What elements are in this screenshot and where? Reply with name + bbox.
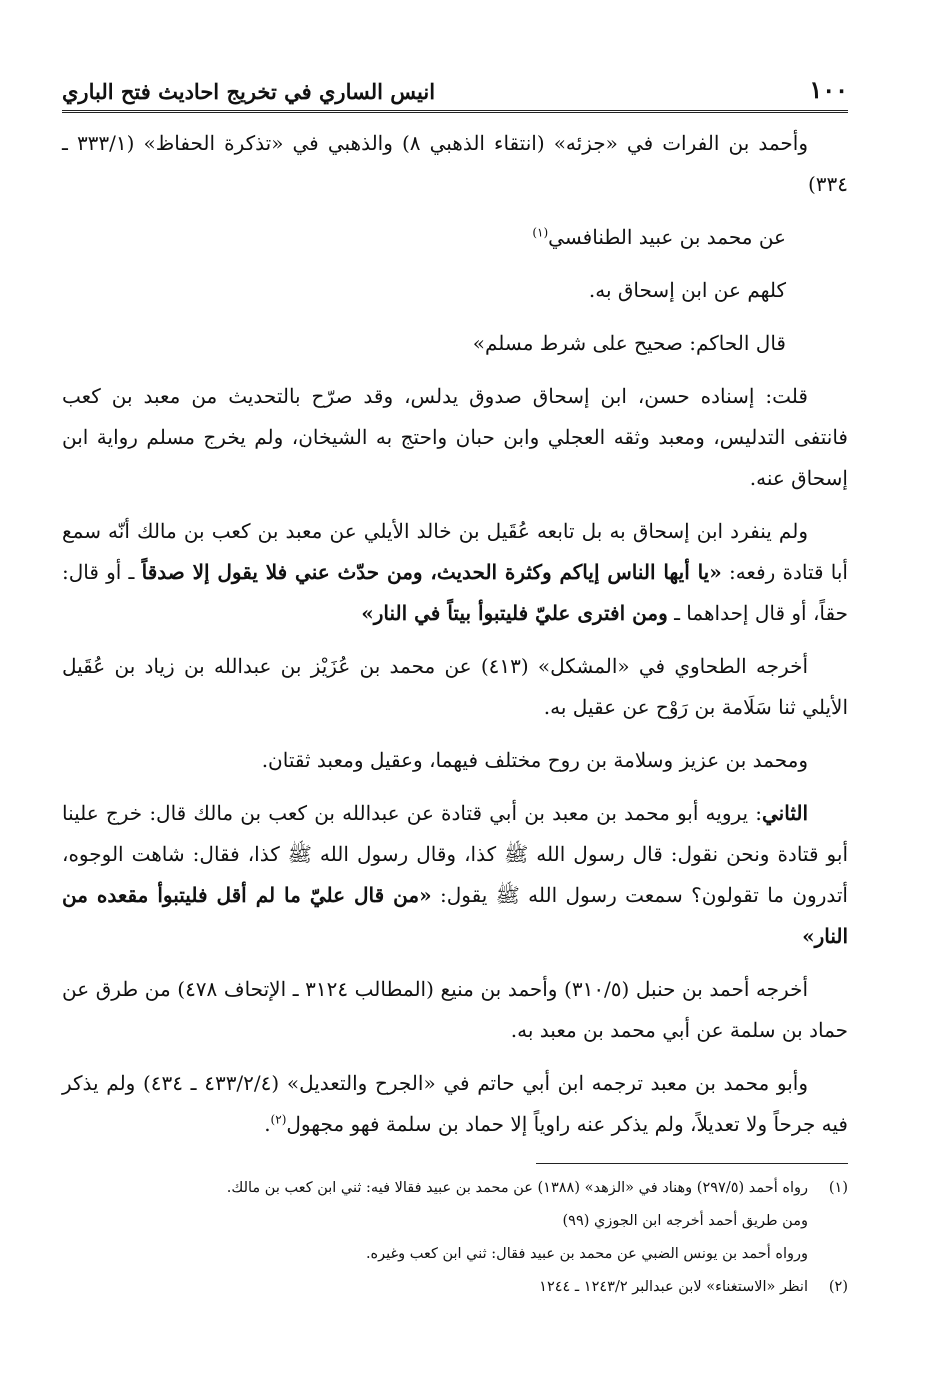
paragraph (62, 740, 848, 781)
page-header (62, 70, 848, 113)
footnote-number: (٢) (828, 1279, 848, 1295)
paragraph-text: وأبو محمد بن معبد ترجمه ابن أبي حاتم في «الجرح والتعديل» (٤٣٣/٢/٤ ـ ٤٣٤) ولم يذكر فيه جرحاً ولا تعديلاً، ولم يذكر عنه راوياً إلا حماد بن سلمة فهو مجهول (62, 1071, 848, 1136)
paragraph-text: كلهم عن ابن إسحاق به. (588, 278, 786, 302)
footnote-text: ورواه أحمد بن يونس الضبي عن محمد بن عبيد فقال: ثني ابن كعب وغيره. (365, 1246, 808, 1262)
footnote-text: ومن طريق أحمد أخرجه ابن الجوزي (٩٩) (562, 1213, 808, 1229)
footnote-separator (536, 1163, 848, 1164)
paragraph (62, 217, 848, 258)
paragraph-text: ومحمد بن عزيز وسلامة بن روح مختلف فيهما، وعقيل ومعبد ثقتان. (261, 748, 808, 772)
paragraph (62, 270, 848, 311)
body-text (62, 123, 848, 1145)
footnote (62, 1238, 848, 1271)
paragraph (62, 123, 848, 205)
paragraph (62, 376, 848, 499)
footnote (62, 1205, 848, 1238)
paragraph-text: : يرويه أبو محمد بن معبد بن أبي قتادة عن عبدالله بن كعب بن مالك قال: خرج علينا أبو قتادة ونحن نقول: قال رسول الله ﷺ كذا، وقال رسول الله ﷺ كذا، فقال: شاهت الوجوه، أتدرون ما تقولون؟ سمعت رسول الله ﷺ يقول: (62, 801, 848, 907)
footnote-ref: (٢) (270, 1112, 287, 1127)
footnote-ref: (١) (532, 225, 549, 240)
paragraph (62, 793, 848, 957)
paragraph-text: ـ أو قال: حقاً، أو قال إحداهما ـ (62, 560, 848, 625)
footnote (62, 1172, 848, 1205)
hadith-text: «من قال عليّ ما لم أقل فليتبوأ مقعده من النار» (62, 883, 848, 948)
paragraph (62, 323, 848, 364)
paragraph (62, 646, 848, 728)
paragraph-text: أخرجه الطحاوي في «المشكل» (٤١٣) عن محمد بن عُزَيْز بن عبدالله بن زياد بن عُقَيل الأيلي ثنا سَلَامة بن رَوْح عن عقيل به. (62, 654, 848, 719)
footnote-number: (١) (828, 1180, 848, 1196)
page-number: ١٠٠ (809, 75, 848, 104)
paragraph-text: قال الحاكم: صحيح على شرط مسلم» (472, 331, 786, 355)
paragraph-text: وأحمد بن الفرات في «جزئه» (انتقاء الذهبي ٨) والذهبي في «تذكرة الحفاظ» (٣٣٣/١ ـ ٣٣٤) (62, 131, 848, 196)
hadith-text: ومن افترى عليّ فليتبوأ بيتاً في النار» (361, 601, 668, 625)
section-label: الثاني (762, 801, 809, 825)
hadith-text: «يا أيها الناس إياكم وكثرة الحديث، ومن حدّث عني فلا يقول إلا صدقاً (141, 560, 722, 584)
paragraph-text: عن محمد بن عبيد الطنافسي (548, 225, 786, 249)
footnotes (62, 1172, 848, 1304)
book-title: انيس الساري في تخريج احاديث فتح الباري (62, 79, 436, 104)
paragraph-text: ولم ينفرد ابن إسحاق به بل تابعه عُقَيل بن خالد الأيلي عن معبد بن كعب بن مالك أنّه سمع أبا قتادة رفعه: (62, 519, 848, 584)
paragraph (62, 969, 848, 1051)
footnote-text: رواه أحمد (٢٩٧/٥) وهناد في «الزهد» (١٣٨٨) عن محمد بن عبيد فقالا فيه: ثني ابن كعب بن مالك. (226, 1180, 808, 1196)
paragraph-text: قلت: إسناده حسن، ابن إسحاق صدوق يدلس، وقد صرّح بالتحديث من معبد بن كعب فانتفى التدليس، ومعبد وثقه العجلي وابن حبان واحتج به الشيخان، ولم يخرج مسلم رواية ابن إسحاق عنه. (62, 384, 848, 490)
footnote-text: انظر «الاستغناء» لابن عبدالبر ١٢٤٣/٢ ـ ١٢٤٤ (539, 1279, 808, 1295)
footnote (62, 1271, 848, 1304)
paragraph-text: . (264, 1112, 271, 1136)
document-page (62, 70, 848, 1304)
paragraph (62, 511, 848, 634)
paragraph (62, 1063, 848, 1145)
paragraph-text: أخرجه أحمد بن حنبل (٣١٠/٥) وأحمد بن منيع (المطالب ٣١٢٤ ـ الإتحاف ٤٧٨) من طرق عن حماد بن سلمة عن أبي محمد بن معبد به. (62, 977, 848, 1042)
